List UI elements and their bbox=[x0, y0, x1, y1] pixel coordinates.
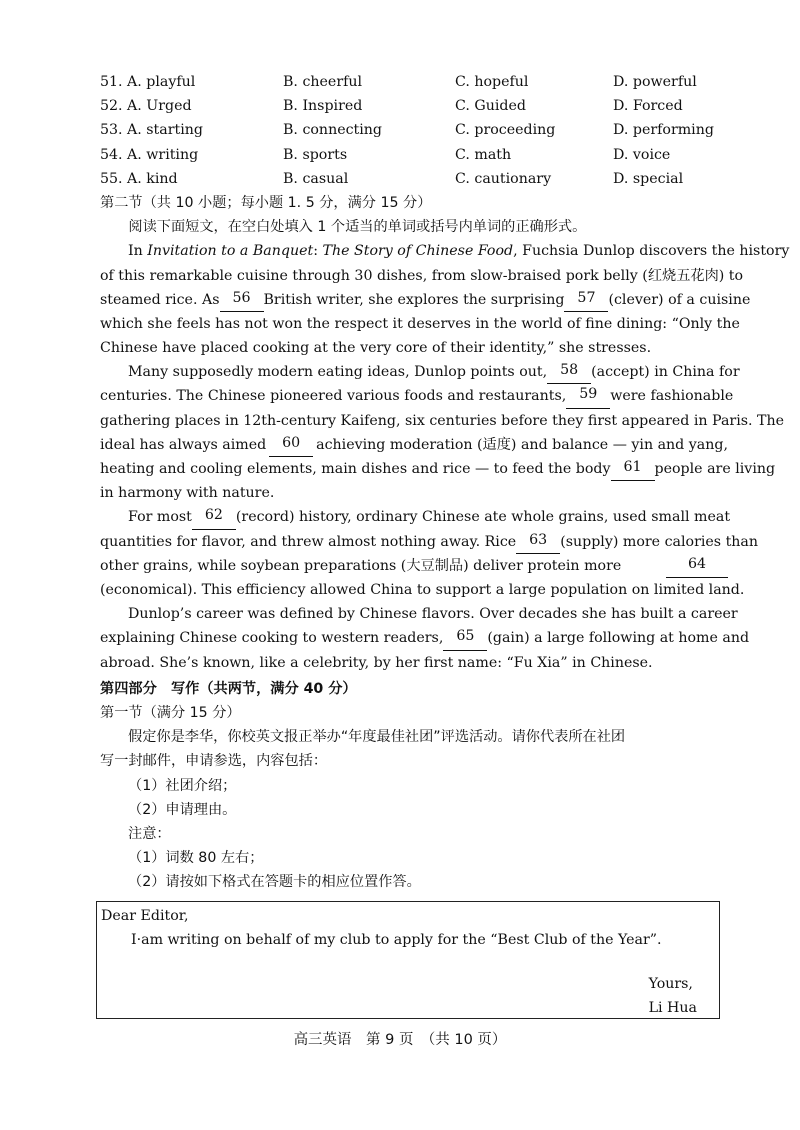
option-a: A. writing bbox=[127, 146, 199, 163]
text: , Fuchsia Dunlop discovers the history bbox=[513, 243, 790, 260]
passage-paragraph-1 bbox=[100, 239, 790, 360]
blank-62[interactable]: 62 bbox=[192, 505, 236, 529]
passage-paragraph-2 bbox=[100, 360, 785, 505]
part-4-heading: 第四部分 写作（共两节，满分 40 分） bbox=[100, 680, 357, 697]
option-a: A. starting bbox=[127, 122, 203, 139]
passage-line: Chinese have placed cooking at the very core of their identity,” she stresses. bbox=[100, 340, 652, 357]
question-number: 51. bbox=[100, 74, 123, 90]
text: centuries. The Chinese pioneered various foods and restaurants, bbox=[100, 388, 567, 405]
options-list bbox=[100, 70, 728, 191]
blank-61[interactable]: 61 bbox=[611, 457, 655, 481]
blank-60[interactable]: 60 bbox=[269, 433, 313, 457]
passage-line: in harmony with nature. bbox=[100, 485, 275, 502]
passage-line: of this remarkable cuisine through 30 dishes, from slow-braised pork belly (红烧五花肉) to bbox=[100, 267, 744, 284]
letter-opening-sentence: I·am writing on behalf of my club to apply for the “Best Club of the Year”. bbox=[131, 931, 662, 948]
letter-closing-word: Yours, bbox=[648, 975, 693, 992]
passage-line bbox=[100, 360, 740, 384]
option-d: D. special bbox=[613, 170, 684, 187]
blank-64[interactable]: 64 bbox=[666, 554, 728, 578]
blank-63[interactable]: 63 bbox=[516, 530, 560, 554]
text: ideal has always aimed bbox=[100, 436, 267, 453]
blank-57[interactable]: 57 bbox=[564, 288, 608, 312]
text: (supply) more calories than bbox=[560, 533, 759, 550]
question-number: 55. bbox=[100, 170, 123, 187]
option-d: D. performing bbox=[613, 122, 714, 139]
passage-line bbox=[100, 457, 776, 481]
passage-line bbox=[100, 384, 734, 408]
text: In bbox=[128, 243, 148, 260]
text: explaining Chinese cooking to western readers, bbox=[100, 630, 444, 647]
text: heating and cooling elements, main dishes and rice — to feed the body bbox=[100, 461, 611, 478]
letter-signature: Li Hua bbox=[648, 999, 697, 1016]
option-c: C. cautionary bbox=[455, 170, 552, 187]
text: people are living bbox=[654, 461, 776, 478]
blank-56[interactable]: 56 bbox=[220, 288, 264, 312]
passage-line: which she feels has not won the respect it deserves in the world of fine dining: “Only the bbox=[100, 315, 740, 332]
passage-line: gathering places in 12th-century Kaifeng, six centuries before they first appeared in Paris. The bbox=[100, 412, 785, 429]
passage-line bbox=[100, 505, 731, 529]
book-title: Invitation to a Banquet bbox=[147, 243, 314, 260]
passage-line bbox=[100, 554, 728, 578]
passage-line: Dunlop’s career was defined by Chinese flavors. Over decades she has built a career bbox=[128, 606, 738, 623]
book-subtitle: The Story of Chinese Food bbox=[322, 243, 514, 260]
option-d: D. voice bbox=[613, 146, 671, 163]
blank-59[interactable]: 59 bbox=[566, 384, 610, 408]
text: other grains, while soybean preparations (大豆制品) deliver protein more bbox=[100, 557, 622, 574]
text: (gain) a large following at home and bbox=[487, 630, 750, 647]
letter-greeting: Dear Editor, bbox=[101, 907, 189, 924]
option-b: B. casual bbox=[283, 170, 349, 187]
question-number: 54. bbox=[100, 146, 123, 163]
note-label: 注意： bbox=[128, 825, 171, 842]
part-4-section-1-heading: 第一节（满分 15 分） bbox=[100, 704, 241, 721]
option-row bbox=[100, 167, 728, 191]
passage-line bbox=[100, 433, 728, 457]
option-a: A. playful bbox=[127, 74, 196, 90]
passage-paragraph-3 bbox=[100, 505, 759, 602]
option-a: A. kind bbox=[127, 170, 178, 187]
page-footer: 高三英语 第 9 页 （共 10 页） bbox=[293, 1032, 507, 1048]
text: Many supposedly modern eating ideas, Dunlop points out, bbox=[128, 364, 548, 381]
section-2-instruction: 阅读下面短文，在空白处填入 1 个适当的单词或括号内单词的正确形式。 bbox=[128, 219, 587, 236]
option-c: C. hopeful bbox=[455, 74, 529, 90]
blank-58[interactable]: 58 bbox=[547, 360, 591, 384]
option-b: B. sports bbox=[283, 146, 348, 163]
writing-prompt-cont: 写一封邮件，申请参选，内容包括： bbox=[100, 753, 328, 770]
option-row bbox=[100, 143, 728, 167]
text: steamed rice. As bbox=[100, 291, 220, 308]
passage-line bbox=[100, 288, 751, 312]
option-a: A. Urged bbox=[127, 98, 192, 115]
note-item-2: （2）请按如下格式在答题卡的相应位置作答。 bbox=[128, 874, 421, 891]
text: were fashionable bbox=[610, 388, 734, 405]
letter-format-box bbox=[96, 901, 720, 1019]
text: quantities for flavor, and threw almost nothing away. Rice bbox=[100, 533, 517, 550]
passage-line bbox=[100, 626, 750, 650]
option-row bbox=[100, 70, 728, 94]
text: For most bbox=[128, 509, 192, 526]
option-b: B. Inspired bbox=[283, 98, 363, 115]
option-b: B. connecting bbox=[283, 122, 383, 139]
text: (accept) in China for bbox=[591, 364, 740, 381]
passage-paragraph-4 bbox=[100, 602, 750, 675]
option-row bbox=[100, 94, 728, 118]
writing-prompt: 假定你是李华，你校英文报正举办“年度最佳社团”评选活动。请你代表所在社团 bbox=[128, 729, 626, 746]
text: (record) history, ordinary Chinese ate whole grains, used small meat bbox=[235, 509, 731, 526]
content-item-2: （2）申请理由。 bbox=[128, 801, 237, 818]
letter-closing bbox=[649, 972, 697, 1020]
question-number: 52. bbox=[100, 98, 123, 115]
option-d: D. Forced bbox=[613, 98, 683, 115]
text: achieving moderation (适度) and balance — yin and yang, bbox=[316, 436, 728, 453]
option-row bbox=[100, 118, 728, 142]
section-2-heading: 第二节（共 10 小题；每小题 1. 5 分，满分 15 分） bbox=[100, 194, 432, 211]
text: : bbox=[313, 243, 323, 260]
option-c: C. math bbox=[455, 146, 512, 163]
text: British writer, she explores the surprising bbox=[263, 291, 565, 308]
question-number: 53. bbox=[100, 122, 123, 139]
passage-line bbox=[100, 530, 759, 554]
option-c: C. proceeding bbox=[455, 122, 556, 139]
text: (clever) of a cuisine bbox=[608, 291, 751, 308]
passage-line bbox=[100, 239, 790, 263]
option-c: C. Guided bbox=[455, 98, 526, 115]
note-item-1: （1）词数 80 左右； bbox=[128, 850, 264, 867]
option-b: B. cheerful bbox=[283, 74, 363, 90]
option-d: D. powerful bbox=[613, 74, 697, 90]
content-item-1: （1）社团介绍； bbox=[128, 777, 237, 794]
passage-line: (economical). This efficiency allowed China to support a large population on limited land. bbox=[100, 581, 745, 598]
blank-65[interactable]: 65 bbox=[443, 626, 487, 650]
passage-line: abroad. She’s known, like a celebrity, by her first name: “Fu Xia” in Chinese. bbox=[100, 654, 653, 671]
